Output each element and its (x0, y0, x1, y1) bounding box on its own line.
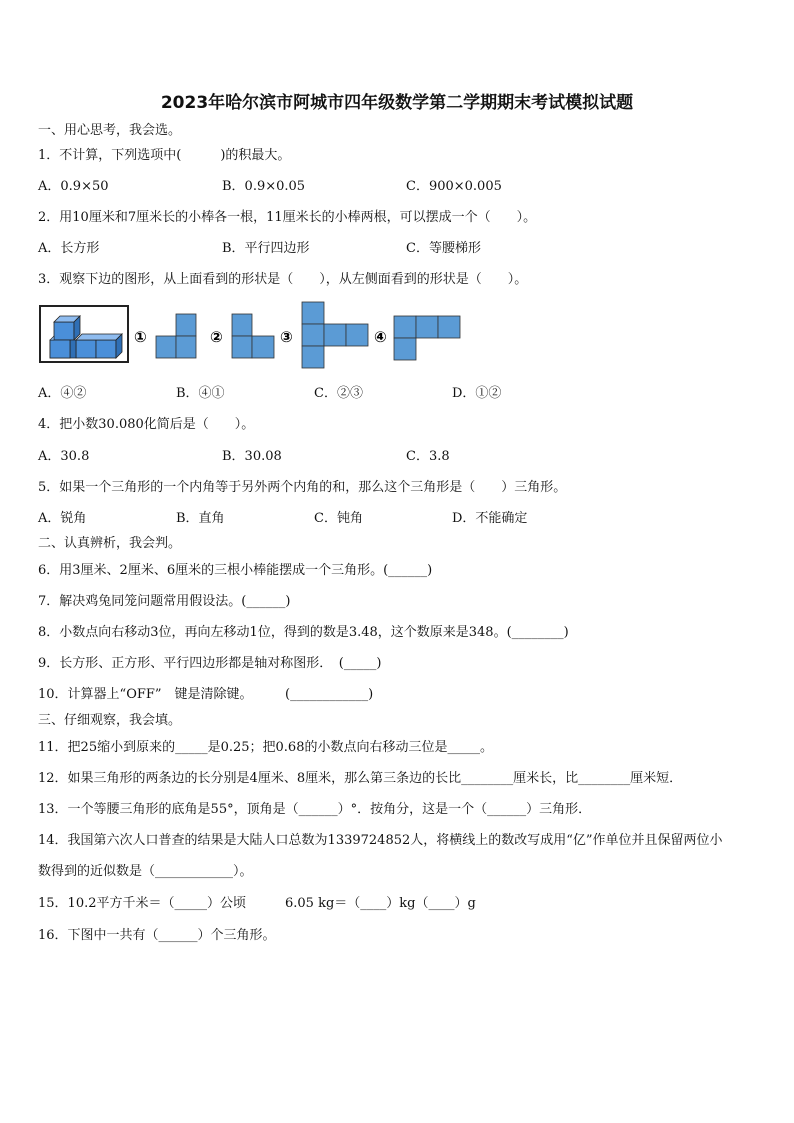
question-11: 11．把25缩小到原来的_____是0.25；把0.68的小数点向右移动三位是_____。 (38, 740, 493, 755)
question-2: 2．用10厘米和7厘米长的小棒各一根，11厘米长的小棒两根，可以摆成一个（ ）。 (38, 210, 537, 225)
view-shape-4 (394, 316, 460, 360)
q2-option-a[interactable]: A．长方形 (38, 241, 100, 256)
figure-label-4: ④ (374, 328, 387, 346)
q2-option-c[interactable]: C．等腰梯形 (406, 241, 481, 256)
q3-option-b[interactable]: B．④① (176, 386, 225, 401)
q4-option-b[interactable]: B．30.08 (222, 449, 282, 464)
q3-option-d[interactable]: D．①② (452, 386, 502, 401)
q3-option-c[interactable]: C．②③ (314, 386, 363, 401)
q4-option-a[interactable]: A．30.8 (38, 449, 90, 464)
question-12: 12．如果三角形的两条边的长分别是4厘米、8厘米，那么第三条边的长比________厘米长，比________厘米短． (38, 771, 683, 786)
view-shape-1 (156, 314, 196, 358)
question-14-line-2: 数得到的近似数是（____________）。 (38, 864, 253, 879)
question-3: 3．观察下边的图形，从上面看到的形状是（ ），从左侧面看到的形状是（ ）。 (38, 272, 528, 287)
figure-label-3: ③ (280, 328, 293, 346)
question-14-line-1: 14．我国第六次人口普查的结果是大陆人口总数为1339724852人，将横线上的数改写成用“亿”作单位并且保留两位小 (38, 833, 723, 848)
question-16: 16．下图中一共有（______）个三角形。 (38, 928, 276, 943)
section-heading-1: 一、用心思考，我会选。 (38, 123, 182, 138)
question-8: 8．小数点向右移动3位，再向左移动1位，得到的数是3.48，这个数原来是348。(________) (38, 625, 569, 640)
q4-option-c[interactable]: C．3.8 (406, 449, 450, 464)
question-13: 13．一个等腰三角形的底角是55°，顶角是（______）°．按角分，这是一个（______）三角形． (38, 802, 592, 817)
figure-label-2: ② (210, 328, 223, 346)
q1-option-c[interactable]: C．900×0.005 (406, 179, 502, 194)
page-title: 2023年哈尔滨市阿城市四年级数学第二学期期末考试模拟试题 (160, 93, 634, 113)
question-10: 10．计算器上“OFF” 键是清除键。 (____________) (38, 687, 374, 702)
q3-option-a[interactable]: A．④② (38, 386, 87, 401)
question-7: 7．解决鸡兔同笼问题常用假设法。(______) (38, 594, 291, 609)
question-1: 1．不计算，下列选项中( )的积最大。 (38, 148, 291, 163)
question-4: 4．把小数30.080化简后是（ ）。 (38, 417, 255, 432)
q1-option-a[interactable]: A．0.9×50 (38, 179, 109, 194)
section-heading-3: 三、仔细观察，我会填。 (38, 713, 182, 728)
q5-option-c[interactable]: C．钝角 (314, 511, 363, 526)
question-9: 9．长方形、正方形、平行四边形都是轴对称图形． (_____) (38, 656, 382, 671)
view-shape-2 (232, 314, 274, 358)
q2-option-b[interactable]: B．平行四边形 (222, 241, 310, 256)
q5-option-a[interactable]: A．锐角 (38, 511, 87, 526)
question-5: 5．如果一个三角形的一个内角等于另外两个内角的和，那么这个三角形是（ ）三角形。 (38, 480, 567, 495)
cube-solid-figure (40, 306, 128, 362)
figure-label-1: ① (134, 328, 147, 346)
question-15: 15．10.2平方千米＝（_____）公顷 6.05 kg＝（____）kg（____）g (38, 896, 476, 911)
q1-option-b[interactable]: B．0.9×0.05 (222, 179, 306, 194)
question-6: 6．用3厘米、2厘米、6厘米的三根小棒能摆成一个三角形。(______) (38, 563, 433, 578)
q5-option-b[interactable]: B．直角 (176, 511, 225, 526)
section-heading-2: 二、认真辨析，我会判。 (38, 536, 182, 551)
view-shape-3 (302, 302, 368, 368)
q3-figure (38, 300, 478, 372)
q5-option-d[interactable]: D．不能确定 (452, 511, 528, 526)
